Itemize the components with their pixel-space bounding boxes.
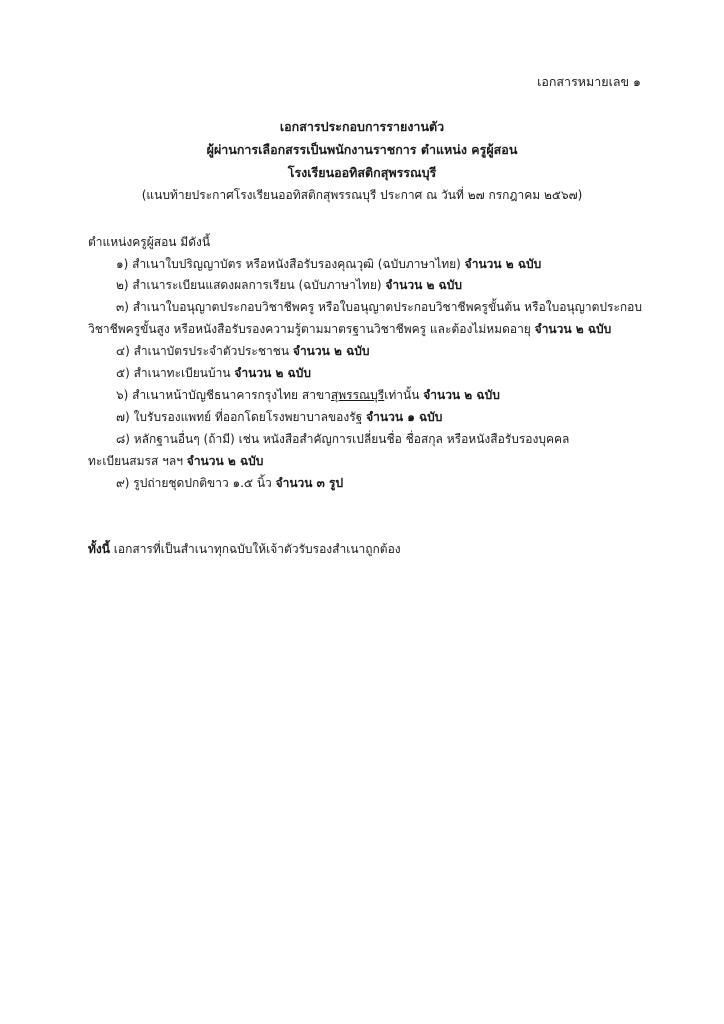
item-quantity: จำนวน ๒ ฉบับ: [464, 257, 542, 271]
item-text: ๖) สำเนาหน้าบัญชีธนาคารกรุงไทย สาขา: [116, 388, 331, 402]
item-text: ๗) ใบรับรองแพทย์ ที่ออกโดยโรงพยาบาลของรัฐ: [116, 410, 367, 424]
item-text: วิชาชีพครูขั้นสูง หรือหนังสือรับรองความรู้ตามมาตรฐานวิชาชีพครู และต้องไม่หมดอายุ: [88, 322, 535, 336]
item-quantity: จำนวน ๒ ฉบับ: [186, 454, 264, 468]
list-item-3-continuation: [88, 320, 611, 339]
list-item-9: [116, 474, 343, 493]
list-item-3: [116, 298, 642, 317]
document-number: เอกสารหมายเลข ๑: [537, 74, 641, 89]
note-text: เอกสารที่เป็นสำเนาทุกฉบับให้เจ้าตัวรับรองสำเนาถูกต้อง: [109, 542, 401, 556]
item-text: ๔) สำเนาบัตรประจำตัวประชาชน: [116, 344, 293, 358]
list-item-7: [116, 408, 442, 427]
item-quantity: จำนวน ๒ ฉบับ: [385, 278, 462, 292]
item-quantity: จำนวน ๒ ฉบับ: [234, 366, 311, 380]
header-title: เอกสารประกอบการรายงานตัว: [279, 119, 445, 134]
header-position: ผู้ผ่านการเลือกสรรเป็นพนักงานราชการ ตำแหน่ง ครูผู้สอน: [206, 142, 518, 157]
item-quantity: จำนวน ๓ รูป: [275, 476, 344, 490]
header-school: โรงเรียนออทิสติกสุพรรณบุรี: [287, 165, 437, 180]
item-text: ๕) สำเนาทะเบียนบ้าน: [116, 366, 235, 380]
item-text: ๒) สำเนาระเบียนแสดงผลการเรียน (ฉบับภาษาไทย): [116, 278, 386, 292]
header-reference: (แนบท้ายประกาศโรงเรียนออทิสติกสุพรรณบุรี ประกาศ ณ วันที่ ๒๗ กรกฎาคม ๒๕๖๗): [141, 188, 583, 202]
item-quantity: จำนวน ๒ ฉบับ: [423, 388, 500, 402]
note-label: ทั้งนี้: [88, 542, 110, 556]
item-branch-underlined: สุพรรณบุรี: [330, 388, 385, 402]
item-quantity: จำนวน ๒ ฉบับ: [292, 344, 370, 358]
list-item-1: [116, 255, 541, 274]
item-quantity: จำนวน ๑ ฉบับ: [366, 410, 443, 424]
list-item-2: [116, 276, 462, 295]
item-text: ๓) สำเนาใบอนุญาตประกอบวิชาชีพครู หรือใบอนุญาตประกอบวิชาชีพครูขั้นต้น หรือใบอนุญาตประกอบ: [116, 300, 642, 314]
list-item-6: [116, 386, 500, 405]
item-text: ทะเบียนสมรส ฯลฯ: [88, 454, 187, 468]
list-item-8-continuation: [88, 452, 263, 471]
item-quantity: จำนวน ๒ ฉบับ: [534, 322, 612, 336]
list-item-5: [116, 364, 311, 383]
intro-line: ตำแหน่งครูผู้สอน มีดังนี้: [88, 235, 211, 249]
item-text: ๑) สำเนาใบปริญญาบัตร หรือหนังสือรับรองคุณวุฒิ (ฉบับภาษาไทย): [116, 257, 465, 271]
list-item-8: [116, 430, 569, 449]
note-line: [88, 540, 401, 559]
list-item-4: [116, 342, 370, 361]
item-text-after: เท่านั้น: [384, 388, 424, 402]
item-text: ๙) รูปถ่ายชุดปกติขาว ๑.๕ นิ้ว: [116, 476, 276, 490]
item-text: ๘) หลักฐานอื่นๆ (ถ้ามี) เช่น หนังสือสำคัญการเปลี่ยนชื่อ ชื่อสกุล หรือหนังสือรับรองบุคคล: [116, 432, 570, 446]
